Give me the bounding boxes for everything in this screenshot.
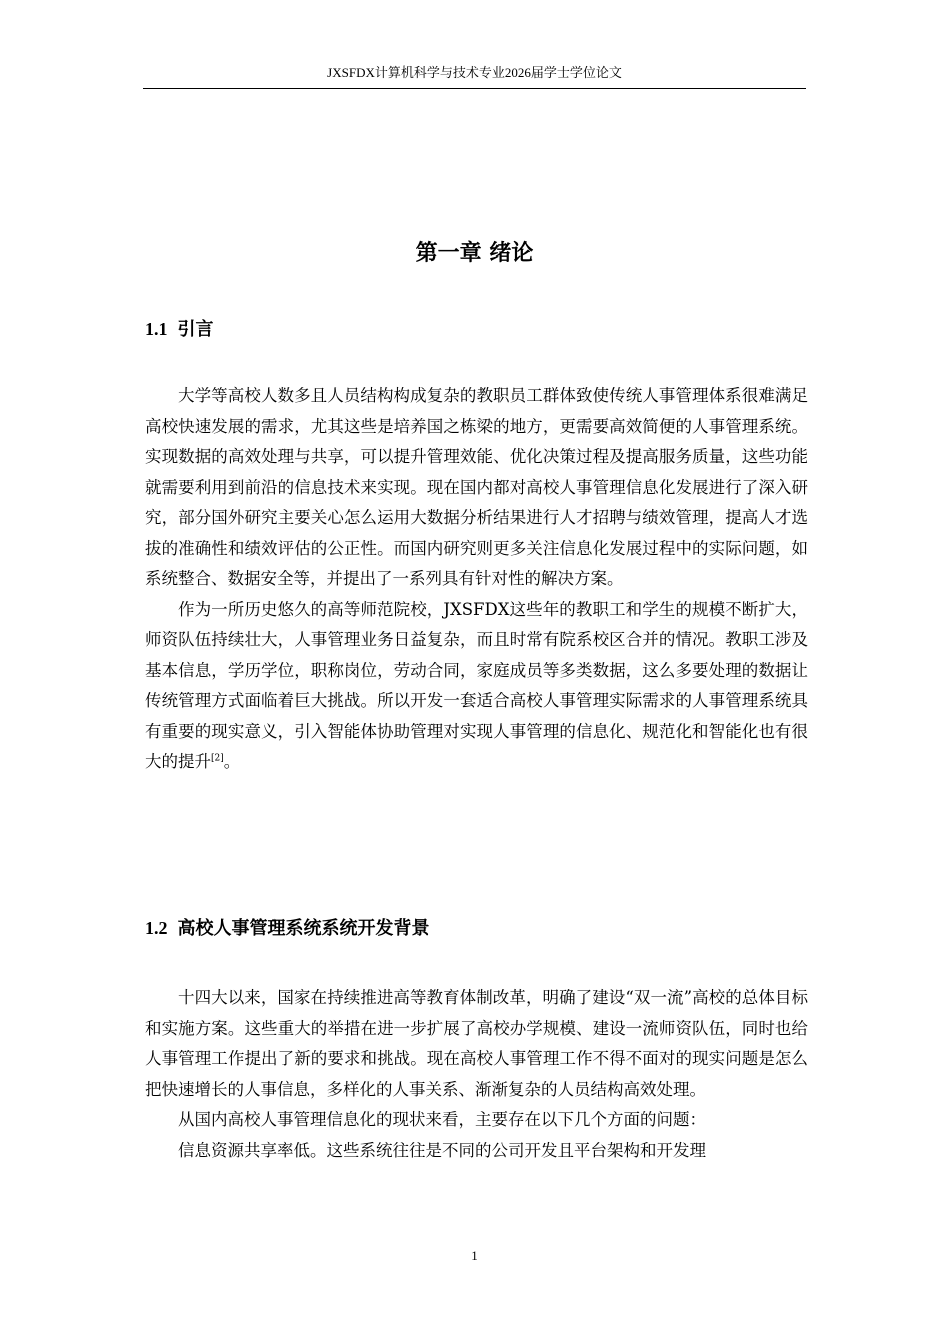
paragraph-text: 作为一所历史悠久的高等师范院校，JXSFDX这些年的教职工和学生的规模不断扩大，师资队伍持续壮大，人事管理业务日益复杂，而且时常有院系校区合并的情况。教职工涉及基本信息，学历学位，职称岗位，劳动合同，家庭成员等多类数据，这么多要处理的数据让传统管理方式面临着巨大挑战。所以开发一套适合高校人事管理实际需求的人事管理系统具有重要的现实意义，引入智能体协助管理对实现人事管理的信息化、规范化和智能化也有很大的提升	[145, 599, 808, 771]
chapter-title: 第一章 绪论	[415, 241, 534, 266]
section-heading-1-1	[145, 314, 214, 345]
paragraph: 信息资源共享率低。这些系统往往是不同的公司开发且平台架构和开发理	[178, 1140, 706, 1160]
page-number: 1	[471, 1248, 478, 1263]
section-body-1-1	[145, 381, 808, 778]
section-number: 1.2	[145, 918, 168, 938]
section-body-1-2	[145, 983, 808, 1166]
paragraph: 从国内高校人事管理信息化的现状来看，主要存在以下几个方面的问题：	[178, 1110, 706, 1129]
paragraph-with-citation	[145, 595, 808, 778]
section-number: 1.1	[145, 319, 168, 339]
paragraph: 十四大以来，国家在持续推进高等教育体制改革，明确了建设“双一流”高校的总体目标和实施方案。这些重大的举措在进一步扩展了高校办学规模、建设一流师资队伍，同时也给人事管理工作提出了新的要求和挑战。现在高校人事管理工作不得不面对的现实问题是怎么把快速增长的人事信息，多样化的人事关系、渐渐复杂的人员结构高效处理。	[145, 988, 808, 1099]
paragraph-end-mark: 。	[223, 752, 241, 771]
section-title: 引言	[177, 319, 214, 340]
running-header-title: JXSFDX计算机科学与技术专业2026届学士学位论文	[327, 65, 622, 80]
running-header	[143, 62, 806, 89]
section-title: 高校人事管理系统系统开发背景	[177, 918, 430, 939]
citation-marker: [2]	[211, 753, 224, 764]
section-heading-1-2	[145, 913, 430, 944]
paragraph: 大学等高校人数多且人员结构构成复杂的教职员工群体致使传统人事管理体系很难满足高校快速发展的需求，尤其这些是培养国之栋梁的地方，更需要高效简便的人事管理系统。实现数据的高效处理与共享，可以提升管理效能、优化决策过程及提高服务质量，这些功能就需要利用到前沿的信息技术来实现。现在国内都对高校人事管理信息化发展进行了深入研究，部分国外研究主要关心怎么运用大数据分析结果进行人才招聘与绩效管理，提高人才选拔的准确性和绩效评估的公正性。而国内研究则更多关注信息化发展过程中的实际问题，如系统整合、数据安全等，并提出了一系列具有针对性的解决方案。	[145, 386, 808, 588]
